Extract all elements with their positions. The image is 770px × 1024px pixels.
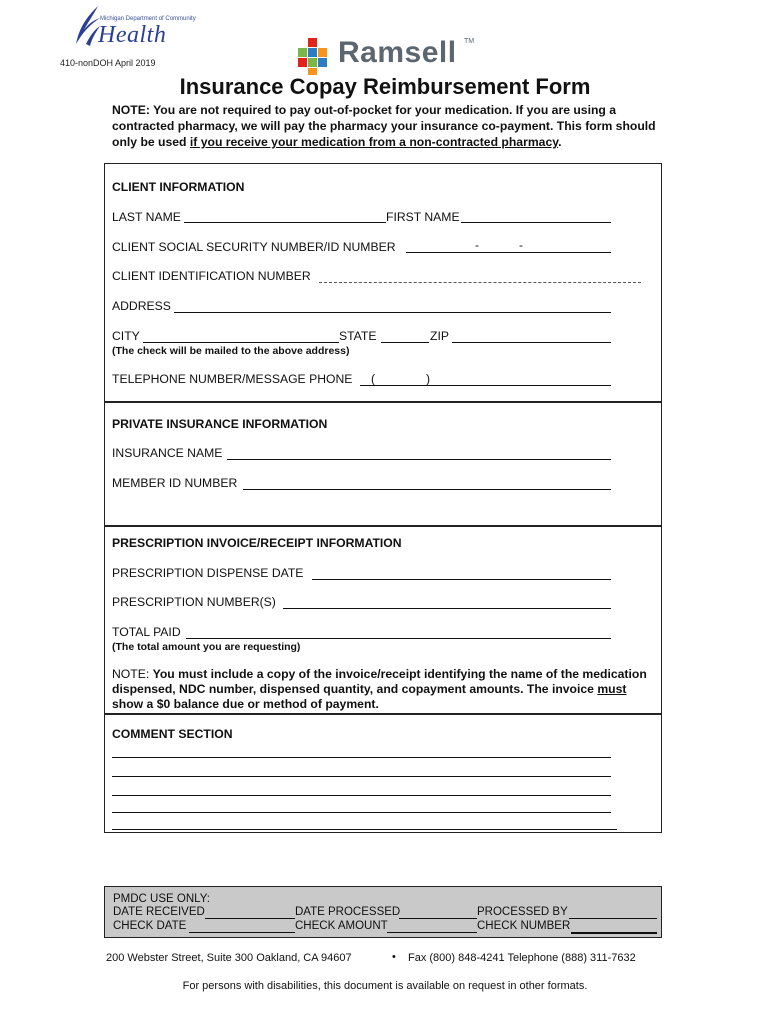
ramsell-tm: TM bbox=[464, 38, 475, 45]
check-date-label: CHECK DATE bbox=[113, 920, 187, 932]
date-received-label: DATE RECEIVED bbox=[113, 906, 205, 918]
prescription-section-heading: PRESCRIPTION INVOICE/RECEIPT INFORMATION bbox=[112, 536, 402, 550]
check-number-field[interactable] bbox=[571, 932, 657, 934]
ssn-field[interactable] bbox=[406, 252, 611, 253]
insurance-name-field[interactable] bbox=[227, 459, 611, 460]
first-name-field[interactable] bbox=[461, 222, 611, 223]
form-id: 410-nonDOH April 2019 bbox=[60, 58, 156, 68]
invoice-note-body-1: You must include a copy of the invoice/receipt identifying the name of the medication dispensed, NDC number, dispensed quantity, and copayment amounts. The invoice bbox=[112, 667, 647, 696]
mail-note: (The check will be mailed to the above address) bbox=[112, 345, 350, 357]
check-date-field[interactable] bbox=[189, 932, 295, 933]
member-id-field[interactable] bbox=[243, 489, 611, 490]
section-divider-insurance bbox=[104, 401, 662, 403]
check-number-label: CHECK NUMBER bbox=[477, 920, 571, 932]
pmdc-box bbox=[104, 886, 662, 938]
intro-note bbox=[112, 102, 672, 150]
insurance-section-heading: PRIVATE INSURANCE INFORMATION bbox=[112, 417, 328, 431]
health-logo-word: Health bbox=[98, 22, 167, 48]
date-processed-field[interactable] bbox=[399, 918, 477, 919]
zip-label: ZIP bbox=[430, 329, 449, 343]
invoice-note bbox=[112, 667, 652, 712]
section-divider-prescription bbox=[104, 525, 662, 527]
client-section-heading: CLIENT INFORMATION bbox=[112, 180, 245, 194]
address-field[interactable] bbox=[174, 312, 611, 313]
processed-by-label: PROCESSED BY bbox=[477, 906, 568, 918]
city-label: CITY bbox=[112, 329, 140, 343]
comment-line-1[interactable] bbox=[112, 757, 611, 758]
footer-disability-note: For persons with disabilities, this document is available on request in other formats. bbox=[182, 980, 588, 992]
phone-paren-close: ) bbox=[426, 372, 431, 386]
ssn-dash-2: - bbox=[519, 238, 523, 252]
first-name-label: FIRST NAME bbox=[386, 210, 460, 224]
health-logo-tagline: Michigan Department of Community bbox=[100, 16, 196, 22]
pmdc-heading: PMDC USE ONLY: bbox=[113, 893, 210, 905]
total-paid-label: TOTAL PAID bbox=[112, 625, 181, 639]
comment-line-4[interactable] bbox=[112, 812, 611, 813]
section-divider-comment bbox=[104, 713, 662, 715]
member-id-label: MEMBER ID NUMBER bbox=[112, 476, 238, 490]
footer-contact: Fax (800) 848-4241 Telephone (888) 311-7632 bbox=[408, 952, 636, 964]
client-id-label: CLIENT IDENTIFICATION NUMBER bbox=[112, 269, 311, 283]
city-field[interactable] bbox=[143, 342, 339, 343]
intro-note-part2: . bbox=[558, 135, 562, 149]
check-amount-label: CHECK AMOUNT bbox=[295, 920, 388, 932]
date-processed-label: DATE PROCESSED bbox=[295, 906, 401, 918]
invoice-note-body-2: show a $0 balance due or method of payment. bbox=[112, 697, 379, 711]
phone-paren-open: ( bbox=[371, 372, 376, 386]
date-received-field[interactable] bbox=[205, 918, 295, 919]
page-title: Insurance Copay Reimbursement Form bbox=[179, 74, 591, 99]
ssn-label: CLIENT SOCIAL SECURITY NUMBER/ID NUMBER bbox=[112, 240, 396, 254]
prescription-numbers-field[interactable] bbox=[283, 608, 611, 609]
client-id-field[interactable] bbox=[319, 282, 641, 283]
ramsell-cross-icon bbox=[294, 36, 332, 76]
phone-label: TELEPHONE NUMBER/MESSAGE PHONE bbox=[112, 372, 353, 386]
total-paid-field[interactable] bbox=[186, 638, 611, 639]
dispense-date-label: PRESCRIPTION DISPENSE DATE bbox=[112, 566, 304, 580]
state-label: STATE bbox=[339, 329, 377, 343]
prescription-numbers-label: PRESCRIPTION NUMBER(S) bbox=[112, 595, 276, 609]
state-field[interactable] bbox=[381, 342, 429, 343]
intro-note-underlined: if you receive your medication from a non-contracted pharmacy bbox=[189, 135, 559, 149]
ramsell-logo-word: Ramsell bbox=[338, 36, 457, 69]
last-name-field[interactable] bbox=[184, 222, 386, 223]
intro-note-part1: NOTE: You are not required to pay out-of-pocket for your medication. If you are using a contracted pharmacy, we will pay the pharmacy your insurance co-payment. This form should only be used bbox=[112, 103, 656, 149]
health-logo bbox=[72, 4, 196, 50]
zip-field[interactable] bbox=[452, 342, 611, 343]
processed-by-field[interactable] bbox=[569, 918, 657, 919]
comment-line-2[interactable] bbox=[112, 776, 611, 777]
comment-section-heading: COMMENT SECTION bbox=[112, 727, 233, 741]
footer-bullet: • bbox=[392, 951, 396, 963]
last-name-label: LAST NAME bbox=[112, 210, 181, 224]
footer-address: 200 Webster Street, Suite 300 Oakland, CA 94607 bbox=[106, 952, 352, 964]
invoice-note-must: must bbox=[597, 682, 627, 696]
invoice-note-prefix: NOTE: bbox=[112, 667, 153, 681]
address-label: ADDRESS bbox=[112, 299, 171, 313]
ramsell-logo bbox=[294, 36, 494, 76]
dispense-date-field[interactable] bbox=[312, 579, 611, 580]
total-paid-note: (The total amount you are requesting) bbox=[112, 641, 301, 653]
ssn-dash-1: - bbox=[475, 238, 479, 252]
check-amount-field[interactable] bbox=[387, 932, 477, 933]
comment-line-3[interactable] bbox=[112, 795, 611, 796]
comment-line-5[interactable] bbox=[112, 829, 617, 830]
phone-field[interactable] bbox=[360, 385, 611, 386]
insurance-name-label: INSURANCE NAME bbox=[112, 446, 223, 460]
